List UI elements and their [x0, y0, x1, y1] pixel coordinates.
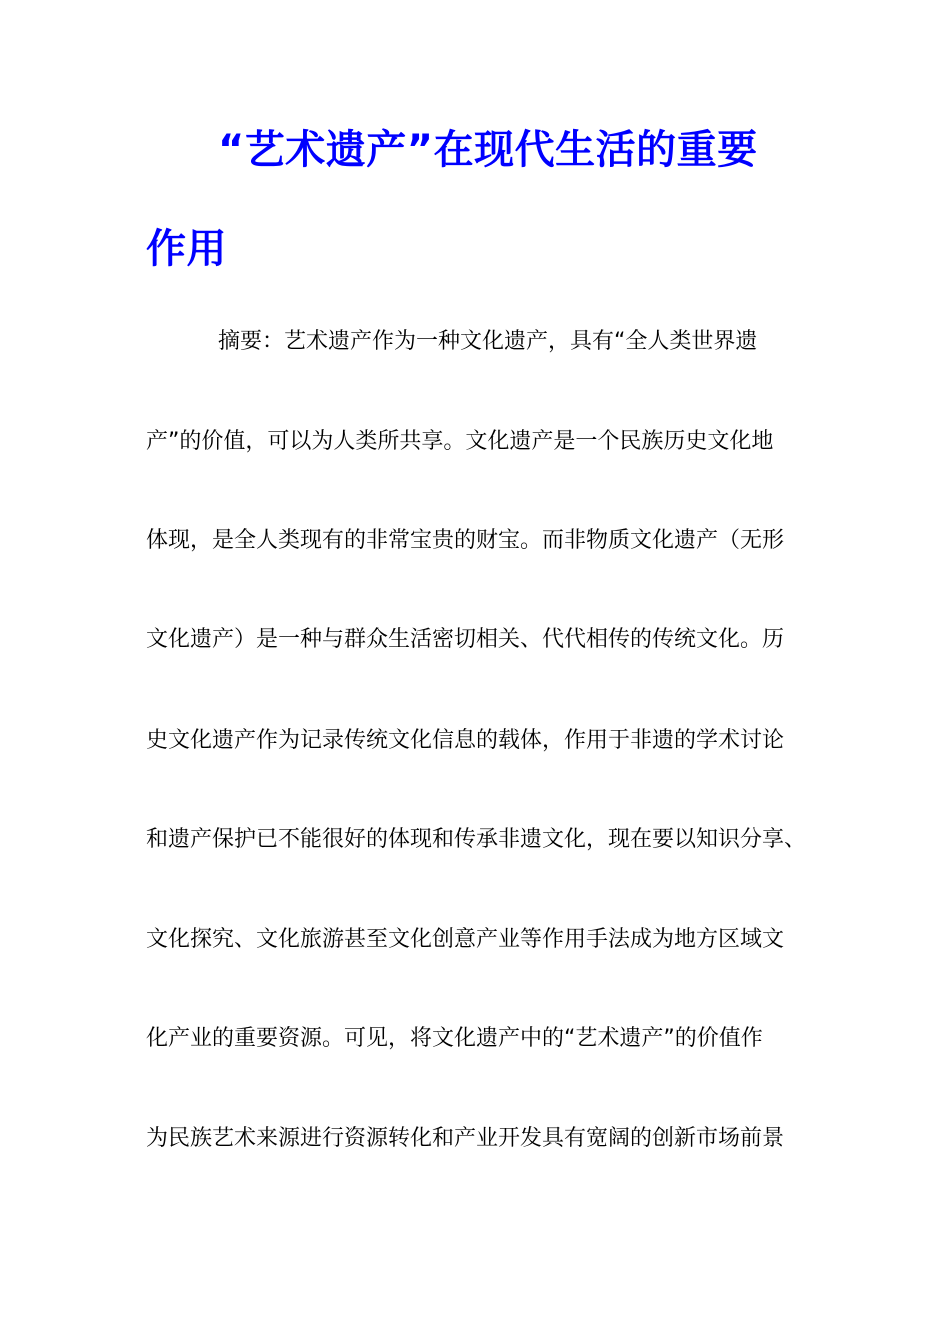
abstract-line: 为民族艺术来源进行资源转化和产业开发具有宽阔的创新市场前景 [146, 1126, 785, 1151]
abstract-line: 史文化遗产作为记录传统文化信息的载体，作用于非遗的学术讨论 [146, 728, 785, 753]
abstract-line: 摘要：艺术遗产作为一种文化遗产，具有“全人类世界遗 [218, 329, 758, 354]
abstract-line: 和遗产保护已不能很好的体现和传承非遗文化，现在要以知识分享、 [146, 827, 807, 852]
document-title-line-1: “艺术遗产”在现代生活的重要 [218, 127, 758, 173]
abstract-line: 文化探究、文化旅游甚至文化创意产业等作用手法成为地方区域文 [146, 927, 785, 952]
abstract-line: 文化遗产）是一种与群众生活密切相关、代代相传的传统文化。历 [146, 627, 785, 652]
abstract-line: 体现，是全人类现有的非常宝贵的财宝。而非物质文化遗产（无形 [146, 528, 785, 553]
abstract-line: 化产业的重要资源。可见，将文化遗产中的“艺术遗产”的价值作 [146, 1026, 763, 1051]
abstract-line: 产”的价值，可以为人类所共享。文化遗产是一个民族历史文化地 [146, 429, 774, 454]
document-title-line-2: 作用 [146, 226, 227, 272]
